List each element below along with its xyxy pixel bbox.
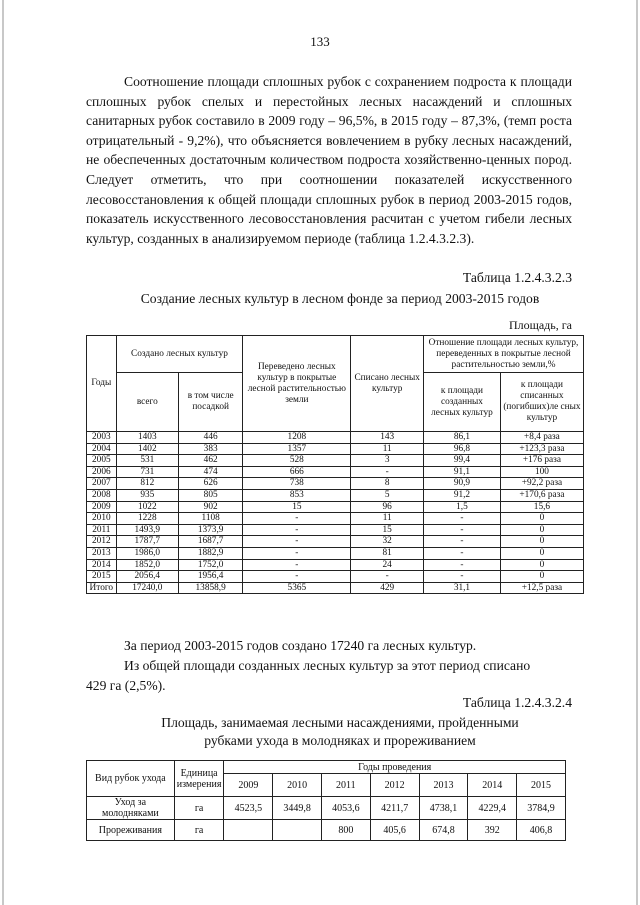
table-cell: - <box>351 571 424 583</box>
table-cell: 31,1 <box>424 582 501 594</box>
header-year: 2012 <box>370 774 419 797</box>
table-cell: 1228 <box>116 513 178 525</box>
header-cut-type: Вид рубок ухода <box>87 761 175 797</box>
table-cell: 4738,1 <box>419 797 468 820</box>
table-cell: 902 <box>178 501 242 513</box>
table2-title-line1: Площадь, занимаемая лесными насаждениями, пройденными <box>161 715 519 730</box>
table-cell: 0 <box>500 524 583 536</box>
table-cell: 0 <box>500 559 583 571</box>
table-cell: +92,2 раза <box>500 478 583 490</box>
table-cell: 3449,8 <box>273 797 322 820</box>
table-cell: 2011 <box>87 524 117 536</box>
table-cell: 2012 <box>87 536 117 548</box>
table-cell <box>224 820 273 841</box>
table-cell: Прореживания <box>87 820 175 841</box>
table-cell: 15,6 <box>500 501 583 513</box>
table-cell: 86,1 <box>424 432 501 444</box>
table-row <box>87 443 584 455</box>
table-row <box>87 559 584 571</box>
table-cell: - <box>243 559 351 571</box>
table-cell: 24 <box>351 559 424 571</box>
table-cell: 1208 <box>243 432 351 444</box>
header-year: 2010 <box>273 774 322 797</box>
table-cell: 96 <box>351 501 424 513</box>
table-cell: 2003 <box>87 432 117 444</box>
table-cell: 4053,6 <box>321 797 370 820</box>
table-row <box>87 536 584 548</box>
table-cell: 96,8 <box>424 443 501 455</box>
table-cell: +123,3 раза <box>500 443 583 455</box>
table-cell: 406,8 <box>517 820 566 841</box>
table1-unit: Площадь, га <box>508 318 572 332</box>
table-row <box>87 455 584 467</box>
table-cell: 1108 <box>178 513 242 525</box>
header-to-written-off: к площади списанных (погибших)ле сных культур <box>500 373 583 432</box>
table-cell: 4523,5 <box>224 797 273 820</box>
table-cell: 4229,4 <box>468 797 517 820</box>
table-row <box>87 524 584 536</box>
table-cell: 812 <box>116 478 178 490</box>
table-cell: 2056,4 <box>116 571 178 583</box>
table-cell: 8 <box>351 478 424 490</box>
table-cell: 1852,0 <box>116 559 178 571</box>
table-cell: 2014 <box>87 559 117 571</box>
table-cell: 90,9 <box>424 478 501 490</box>
table-cell <box>273 820 322 841</box>
table-cell: 528 <box>243 455 351 467</box>
table2-title-line2: рубками ухода в молодняках и прореживанием <box>204 733 476 748</box>
table-cell: 2015 <box>87 571 117 583</box>
table-cell: 3 <box>351 455 424 467</box>
table2-number: Таблица 1.2.4.3.2.4 <box>462 695 572 710</box>
header-years: Годы <box>87 336 117 432</box>
table-cell: 2008 <box>87 489 117 501</box>
table-cell: 405,6 <box>370 820 419 841</box>
table-cell: 32 <box>351 536 424 548</box>
table-cell: 0 <box>500 547 583 559</box>
table-cell: 1373,9 <box>178 524 242 536</box>
table-cell: - <box>424 513 501 525</box>
table-row <box>87 820 566 841</box>
table-cell: +176 раза <box>500 455 583 467</box>
table-row <box>87 582 584 594</box>
table-cell: 738 <box>243 478 351 490</box>
table-cell: 666 <box>243 466 351 478</box>
table-cell: 100 <box>500 466 583 478</box>
table-cell: - <box>424 536 501 548</box>
table-cell: 5 <box>351 489 424 501</box>
table-cell: 11 <box>351 443 424 455</box>
table-cell: 1,5 <box>424 501 501 513</box>
table-cell: 11 <box>351 513 424 525</box>
table-cell: 446 <box>178 432 242 444</box>
table-cell: 91,2 <box>424 489 501 501</box>
table-cell: +8,4 раза <box>500 432 583 444</box>
table-cell: 1687,7 <box>178 536 242 548</box>
table-cell: 15 <box>351 524 424 536</box>
table-cell: - <box>424 547 501 559</box>
table1-title: Создание лесных культур в лесном фонде за период 2003-2015 годов <box>140 291 540 306</box>
table-row <box>87 513 584 525</box>
table-cell: - <box>243 513 351 525</box>
table-cell: 81 <box>351 547 424 559</box>
table-cell: 2007 <box>87 478 117 490</box>
header-total: всего <box>116 373 178 432</box>
header-under-canopy: в том числе посадкой <box>178 373 242 432</box>
header-year: 2013 <box>419 774 468 797</box>
table-cell: - <box>351 466 424 478</box>
table-row <box>87 547 584 559</box>
table-row <box>87 571 584 583</box>
table-cell: 1882,9 <box>178 547 242 559</box>
table-cell: 731 <box>116 466 178 478</box>
table-cell: 3784,9 <box>517 797 566 820</box>
table-cell: 1752,0 <box>178 559 242 571</box>
table-cell: 2006 <box>87 466 117 478</box>
table-cell: 0 <box>500 536 583 548</box>
table-cell: 2004 <box>87 443 117 455</box>
header-years-group: Годы проведения <box>224 761 566 774</box>
summary-written-off-line2: 429 га (2,5%). <box>86 678 166 693</box>
table-cell: 2009 <box>87 501 117 513</box>
table-cell: 2005 <box>87 455 117 467</box>
header-year: 2009 <box>224 774 273 797</box>
table-cell: 462 <box>178 455 242 467</box>
header-transferred: Переведено лесных культур в покрытые лесной растительностью земли <box>243 336 351 432</box>
table-cell: 1986,0 <box>116 547 178 559</box>
header-unit: Единица измерения <box>174 761 224 797</box>
table-cell: 91,1 <box>424 466 501 478</box>
table-cell: 1403 <box>116 432 178 444</box>
header-year: 2011 <box>321 774 370 797</box>
table-cell: 474 <box>178 466 242 478</box>
table-row <box>87 797 566 820</box>
table-row <box>87 432 584 444</box>
table-cell: 17240,0 <box>116 582 178 594</box>
table-cell: 1022 <box>116 501 178 513</box>
table-cell: 15 <box>243 501 351 513</box>
table-cell: 853 <box>243 489 351 501</box>
table-cell: 1357 <box>243 443 351 455</box>
table-cell: 0 <box>500 513 583 525</box>
table-cell: 143 <box>351 432 424 444</box>
table-cell: 1493,9 <box>116 524 178 536</box>
table-cell: - <box>243 571 351 583</box>
table-cell: - <box>424 559 501 571</box>
table-cell: - <box>243 547 351 559</box>
table-cell: 1402 <box>116 443 178 455</box>
header-year: 2015 <box>517 774 566 797</box>
table-cell: 935 <box>116 489 178 501</box>
forest-cultures-table <box>86 335 584 594</box>
header-year: 2014 <box>468 774 517 797</box>
table-cell: 429 <box>351 582 424 594</box>
table-cell: 674,8 <box>419 820 468 841</box>
table-cell: 2013 <box>87 547 117 559</box>
page-number: 133 <box>310 34 330 49</box>
summary-created: За период 2003-2015 годов создано 17240 га лесных культур. <box>124 638 477 653</box>
table1-number: Таблица 1.2.4.3.2.3 <box>462 270 572 285</box>
table-row <box>87 466 584 478</box>
scan-edge-right <box>636 0 638 905</box>
table-cell: +12,5 раза <box>500 582 583 594</box>
table-cell: 4211,7 <box>370 797 419 820</box>
paragraph-ratio-text: Соотношение площади сплошных рубок с сохранением подроста к площади сплошных рубок спелых и перестойных лесных насаждений и сплошных санитарных рубок составило в 2009 году – 96,5%, в 2015 году – 87,3%, (темп роста отрицательный - 9,2%), что объясняется вовлечением в рубку лесных насаждений, не обеспеченных достаточным количеством подроста хозяйственно-ценных пород. Следует отметить, что при соотношении показателей искусственного лесовосстановления к общей площади сплошных рубок в период 2003-2015 годов, показатель искусственного лесовосстановления расчитан с учетом гибели лесных культур, созданных в анализируемом периоде (таблица 1.2.4.3.2.3). <box>86 74 572 246</box>
table-cell: +170,6 раза <box>500 489 583 501</box>
table-cell: Уход за молодняками <box>87 797 175 820</box>
table-cell: га <box>174 820 224 841</box>
header-ratio: Отношение площади лесных культур, переведенных в покрытые лесной растительностью земли,% <box>424 336 584 373</box>
table-cell: - <box>243 536 351 548</box>
table-row <box>87 478 584 490</box>
summary-written-off-line1: Из общей площади созданных лесных культур за этот период списано <box>124 658 531 673</box>
scan-edge-left <box>2 0 4 905</box>
header-to-created: к площади созданных лесных культур <box>424 373 501 432</box>
table-cell: - <box>424 524 501 536</box>
table-cell: 2010 <box>87 513 117 525</box>
table-cell: 13858,9 <box>178 582 242 594</box>
table-cell: га <box>174 797 224 820</box>
header-created: Создано лесных культур <box>116 336 243 373</box>
table-cell: Итого <box>87 582 117 594</box>
table-cell: - <box>424 571 501 583</box>
table-cell: 800 <box>321 820 370 841</box>
table-cell: 805 <box>178 489 242 501</box>
thinning-table <box>86 760 566 841</box>
table-cell: 531 <box>116 455 178 467</box>
table-cell: 392 <box>468 820 517 841</box>
table-cell: 0 <box>500 571 583 583</box>
table-cell: 1787,7 <box>116 536 178 548</box>
table-cell: 626 <box>178 478 242 490</box>
table-cell: - <box>243 524 351 536</box>
table-cell: 1956,4 <box>178 571 242 583</box>
table-cell: 5365 <box>243 582 351 594</box>
table-row <box>87 501 584 513</box>
header-written-off: Списано лесных культур <box>351 336 424 432</box>
table-cell: 383 <box>178 443 242 455</box>
table-cell: 99,4 <box>424 455 501 467</box>
table-row <box>87 489 584 501</box>
